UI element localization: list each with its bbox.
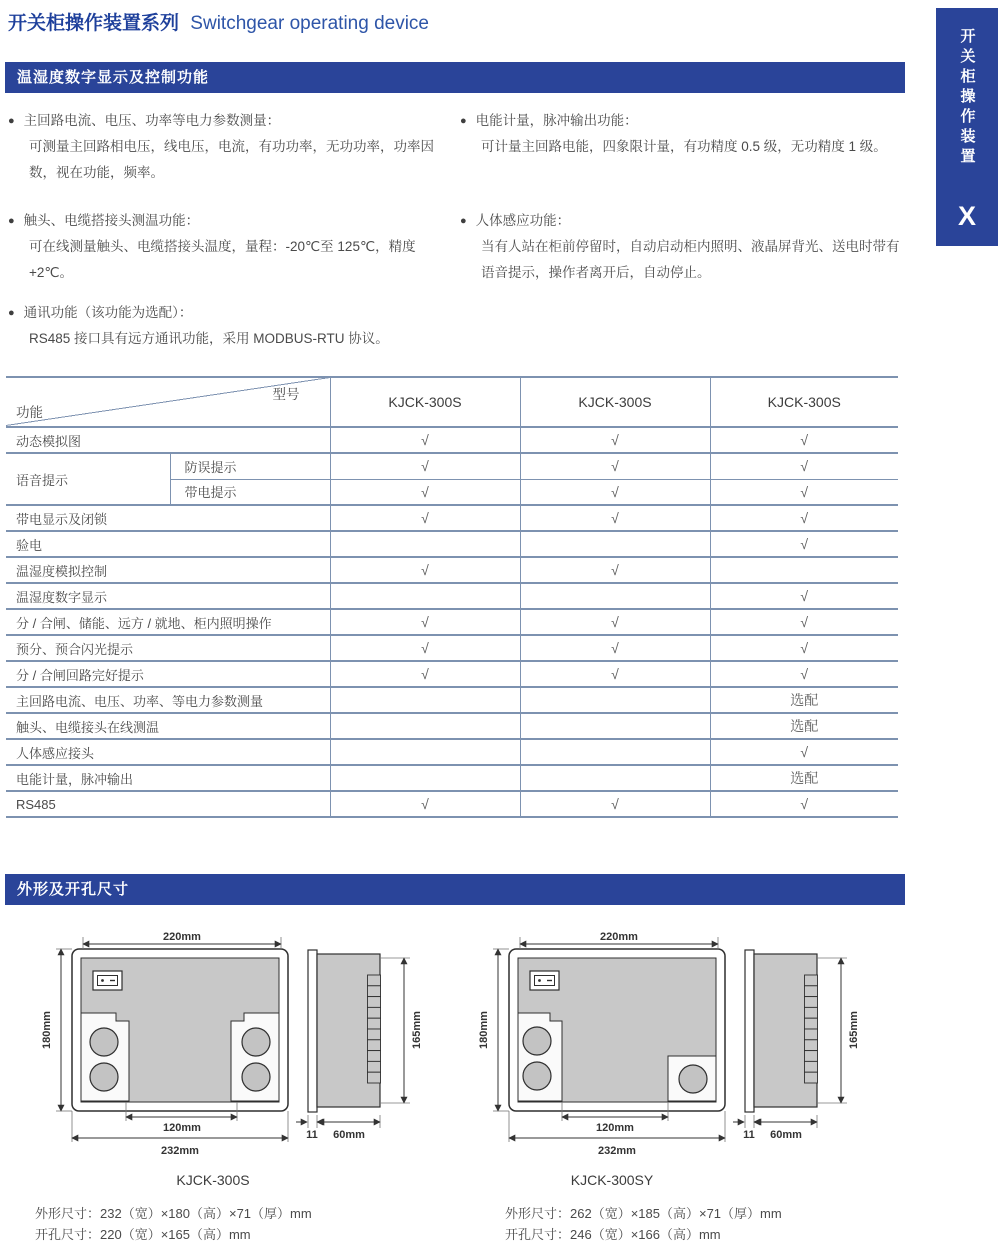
dim-label: 120mm — [163, 1122, 201, 1134]
feature-cell: √ — [520, 609, 710, 635]
page-title-zh: 开关柜操作装置系列 — [8, 13, 180, 34]
feature-cell: √ — [330, 661, 520, 687]
table-row — [6, 505, 898, 531]
feature-cell: √ — [330, 557, 520, 583]
feature-cell: √ — [710, 791, 898, 817]
power-switch-icon — [93, 971, 122, 990]
dim-label: 220mm — [600, 931, 638, 943]
feature-cell — [330, 531, 520, 557]
feature-label: 人体感应接头 — [6, 739, 330, 765]
bullet-dot-icon: ● — [8, 115, 15, 127]
page-title — [8, 8, 429, 35]
side-flange — [308, 950, 317, 1112]
knob-circle — [90, 1063, 118, 1091]
bullet-title: 触头、电缆搭接头测温功能： — [23, 213, 200, 228]
outline-size: 外形尺寸：232（宽）×180（高）×71（厚）mm — [35, 1206, 312, 1221]
dim-label: 232mm — [598, 1145, 636, 1157]
feature-label: 带电提示 — [170, 479, 330, 505]
dim-label: 220mm — [163, 931, 201, 943]
chapter-tab-index: X — [957, 201, 976, 231]
feature-cell: √ — [710, 739, 898, 765]
feature-cell: √ — [710, 661, 898, 687]
feature-cell — [520, 713, 710, 739]
feature-cell: √ — [330, 505, 520, 531]
spec-text-kjck-300sy — [505, 1203, 782, 1245]
feature-label: 触头、电缆接头在线测温 — [6, 713, 330, 739]
feature-label: RS485 — [6, 791, 330, 817]
feature-label: 预分、预合闪光提示 — [6, 635, 330, 661]
knob-circle — [242, 1028, 270, 1056]
dim-label: 120mm — [596, 1122, 634, 1134]
dim-label: 165mm — [848, 1011, 860, 1049]
feature-cell — [330, 765, 520, 791]
feature-label: 带电显示及闭锁 — [6, 505, 330, 531]
feature-label: 主回路电流、电压、功率、等电力参数测量 — [6, 687, 330, 713]
bullet-title: 人体感应功能： — [475, 213, 571, 228]
knob-circle — [523, 1027, 551, 1055]
feature-cell: √ — [710, 453, 898, 479]
knob-circle — [523, 1062, 551, 1090]
chapter-tab-label: 开关柜操作装置 — [958, 28, 976, 168]
feature-cell: √ — [520, 453, 710, 479]
feature-cell: √ — [710, 531, 898, 557]
feature-cell: √ — [520, 427, 710, 453]
feature-cell: √ — [520, 635, 710, 661]
feature-cell: √ — [710, 609, 898, 635]
dim-label: 60mm — [333, 1129, 365, 1141]
terminal-blocks — [805, 975, 818, 1083]
table-row — [6, 687, 898, 713]
table-row — [6, 739, 898, 765]
feature-cell — [520, 531, 710, 557]
bullet-power-measure — [8, 108, 460, 208]
feature-cell: 选配 — [710, 687, 898, 713]
side-flange — [745, 950, 754, 1112]
bullet-temp-measure — [8, 208, 460, 286]
model-label: KJCK-300SY — [570, 1172, 654, 1188]
page-title-en: Switchgear operating device — [190, 13, 429, 34]
feature-cell: √ — [330, 791, 520, 817]
feature-cell: √ — [520, 661, 710, 687]
section-heading-functions: 温湿度数字显示及控制功能 — [5, 62, 905, 93]
bullet-body: 当有人站在柜前停留时，自动启动柜内照明、液晶屏背光、送电时带有语音提示，操作者离开后，自动停止。 — [481, 239, 900, 280]
feature-cell — [330, 583, 520, 609]
feature-cell — [520, 687, 710, 713]
table-row — [6, 609, 898, 635]
table-header-row — [6, 377, 898, 427]
table-row — [6, 713, 898, 739]
drawing-kjck-300s — [41, 931, 423, 1157]
feature-label: 电能计量，脉冲输出 — [6, 765, 330, 791]
feature-label: 动态模拟图 — [6, 427, 330, 453]
bullet-title: 电能计量，脉冲输出功能： — [475, 113, 638, 128]
table-row — [6, 765, 898, 791]
table-row — [6, 427, 898, 453]
bullet-dot-icon: ● — [8, 307, 15, 319]
feature-cell: √ — [520, 791, 710, 817]
feature-cell: √ — [710, 427, 898, 453]
feature-cell — [330, 739, 520, 765]
bullet-human-sensor — [460, 208, 900, 286]
feature-label: 语音提示 — [6, 453, 170, 505]
feature-label: 防误提示 — [170, 453, 330, 479]
model-column-header: KJCK-300S — [520, 377, 710, 427]
feature-cell: √ — [710, 583, 898, 609]
cutout-size: 开孔尺寸：246（宽）×166（高）mm — [505, 1227, 721, 1242]
dimension-drawings — [0, 925, 1000, 1175]
terminal-blocks — [368, 975, 381, 1083]
feature-cell: √ — [520, 557, 710, 583]
feature-cell: 选配 — [710, 713, 898, 739]
table-row — [6, 583, 898, 609]
feature-cell: √ — [520, 505, 710, 531]
feature-cell — [330, 687, 520, 713]
bullet-dot-icon: ● — [460, 115, 467, 127]
bullet-body: RS485 接口具有远方通讯功能，采用 MODBUS-RTU 协议。 — [29, 331, 389, 346]
feature-cell — [520, 765, 710, 791]
dim-label: 11 — [306, 1129, 318, 1141]
corner-label-function: 功能 — [16, 405, 43, 420]
feature-label: 分 / 合闸、储能、远方 / 就地、柜内照明操作 — [6, 609, 330, 635]
dim-label: 165mm — [411, 1011, 423, 1049]
feature-label: 验电 — [6, 531, 330, 557]
feature-cell: √ — [330, 609, 520, 635]
power-switch-icon — [530, 971, 559, 990]
corner-label-model: 型号 — [272, 387, 300, 402]
dim-label: 11 — [743, 1129, 755, 1141]
dim-label: 180mm — [478, 1011, 490, 1049]
bullet-body: 可测量主回路相电压，线电压，电流，有功功率，无功功率，功率因数，视在功能，频率。 — [29, 139, 434, 180]
feature-label: 分 / 合闸回路完好提示 — [6, 661, 330, 687]
feature-cell — [520, 583, 710, 609]
table-row — [6, 661, 898, 687]
bullet-communication — [8, 300, 900, 352]
dim-label: 60mm — [770, 1129, 802, 1141]
feature-cell — [710, 557, 898, 583]
drawing-kjck-300sy — [478, 931, 860, 1157]
feature-cell: √ — [520, 479, 710, 505]
knob-circle — [679, 1065, 707, 1093]
feature-cell: √ — [330, 635, 520, 661]
feature-cell — [520, 739, 710, 765]
bullet-energy-meter — [460, 108, 900, 208]
bullet-body: 可在线测量触头、电缆搭接头温度，量程：-20℃至 125℃，精度 +2℃。 — [29, 239, 416, 280]
section-heading-dimensions: 外形及开孔尺寸 — [5, 874, 905, 905]
cutout-size: 开孔尺寸：220（宽）×165（高）mm — [35, 1227, 251, 1242]
table-row — [6, 557, 898, 583]
feature-cell: √ — [330, 427, 520, 453]
feature-label: 温湿度数字显示 — [6, 583, 330, 609]
bullet-dot-icon: ● — [8, 215, 15, 227]
dim-label: 180mm — [41, 1011, 53, 1049]
feature-cell: √ — [710, 635, 898, 661]
bullet-title: 主回路电流、电压、功率等电力参数测量： — [23, 113, 281, 128]
table-row — [6, 531, 898, 557]
table-row — [6, 791, 898, 817]
model-column-header: KJCK-300S — [710, 377, 898, 427]
feature-cell — [330, 713, 520, 739]
spec-text-kjck-300s — [35, 1203, 312, 1245]
feature-table-body — [6, 427, 898, 817]
feature-cell: √ — [330, 453, 520, 479]
table-row — [6, 635, 898, 661]
table-corner-cell — [6, 377, 330, 427]
feature-cell: √ — [710, 479, 898, 505]
model-column-header: KJCK-300S — [330, 377, 520, 427]
knob-circle — [90, 1028, 118, 1056]
bullet-dot-icon: ● — [460, 215, 467, 227]
knob-circle — [242, 1063, 270, 1091]
feature-cell: √ — [710, 505, 898, 531]
bullet-title: 通讯功能（该功能为选配）： — [23, 305, 193, 320]
model-label: KJCK-300S — [176, 1172, 250, 1188]
outline-size: 外形尺寸：262（宽）×185（高）×71（厚）mm — [505, 1206, 782, 1221]
feature-bullets — [8, 108, 900, 352]
feature-cell: √ — [330, 479, 520, 505]
feature-table — [6, 376, 898, 818]
drawings-svg — [0, 925, 1000, 1175]
feature-cell: 选配 — [710, 765, 898, 791]
feature-label: 温湿度模拟控制 — [6, 557, 330, 583]
chapter-side-tab — [936, 8, 998, 246]
bullet-body: 可计量主回路电能，四象限计量，有功精度 0.5 级，无功精度 1 级。 — [481, 139, 887, 154]
table-row — [6, 453, 898, 479]
dim-label: 232mm — [161, 1145, 199, 1157]
